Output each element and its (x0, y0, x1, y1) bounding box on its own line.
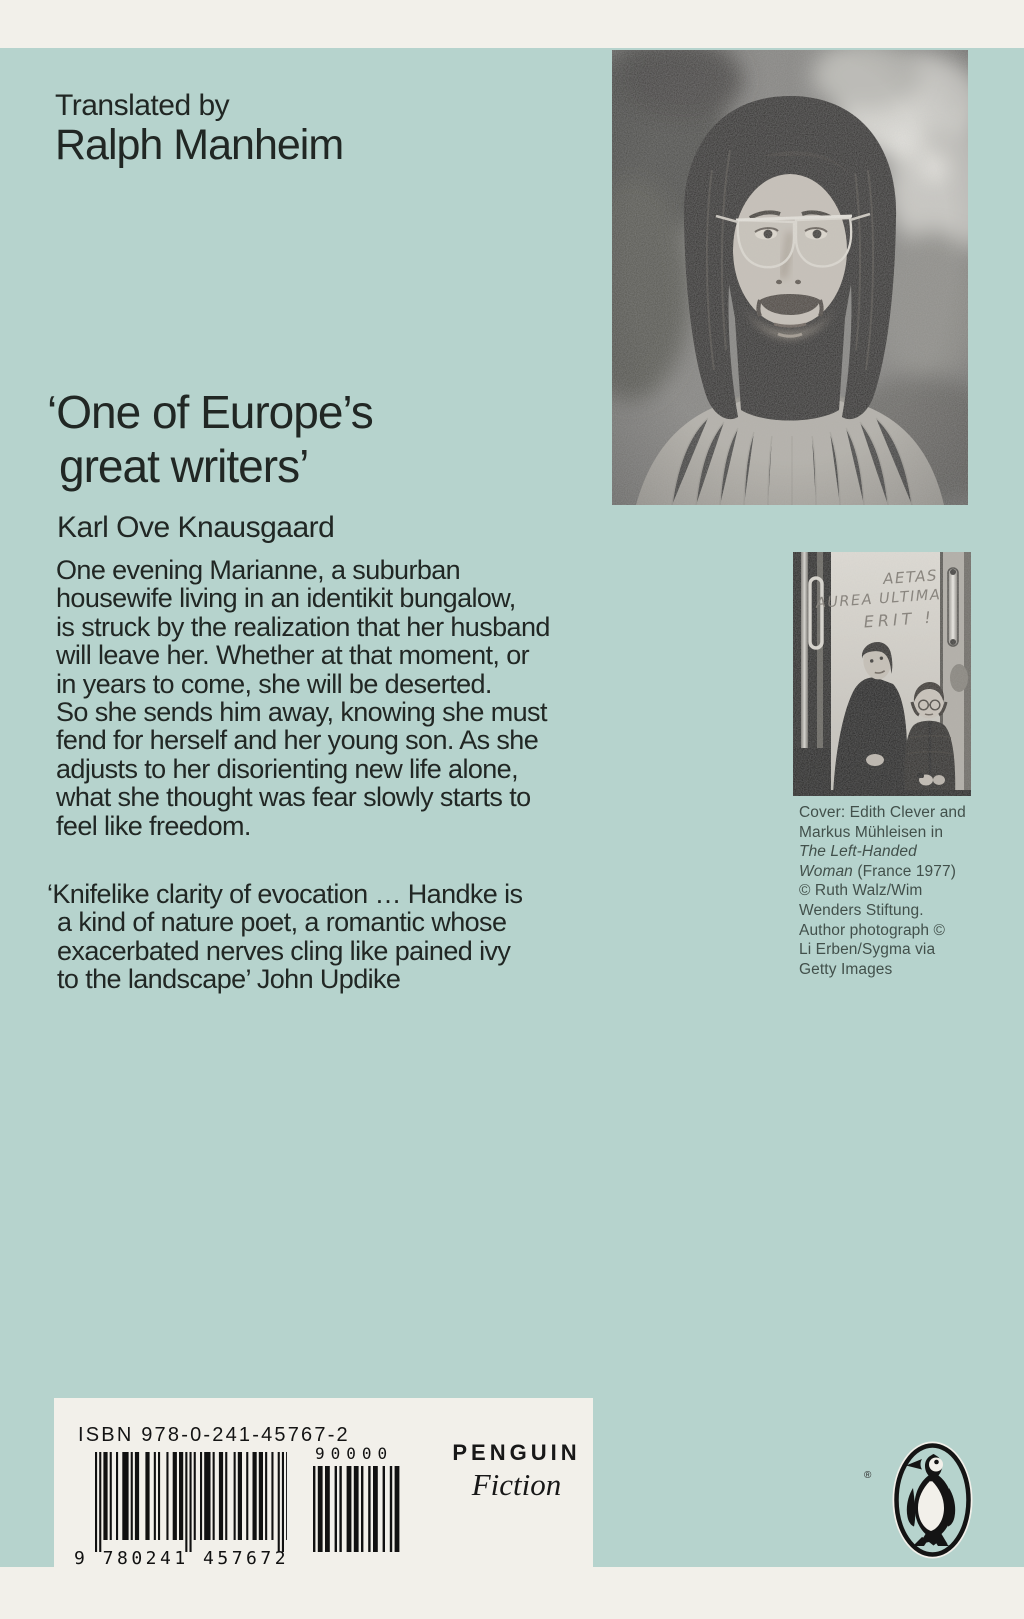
credit-line-rest: (France 1977) (852, 862, 956, 880)
credit-line: Wenders Stiftung. (799, 901, 924, 919)
isbn-barcode-panel (54, 1398, 593, 1619)
blurb-line: will leave her. Whether at that moment, or (56, 640, 530, 671)
credit-line (799, 862, 966, 882)
credit-line: Getty Images (799, 960, 893, 978)
endorsement-line-1: ‘One of Europe’s (47, 386, 373, 438)
blurb-line: is struck by the realization that her husband (56, 611, 550, 642)
author-photo-illustration (612, 50, 968, 505)
registered-trademark: ® (864, 1470, 872, 1481)
credit-line: Markus Mühleisen in (799, 823, 944, 841)
penguin-logo (891, 1440, 974, 1560)
review-line: a kind of nature poet, a romantic whose (57, 907, 507, 938)
top-margin-strip (0, 0, 1024, 48)
blurb-line: housewife living in an identikit bungalow, (56, 583, 516, 614)
ean-barcode-digits: 9 780241 457672 (74, 1548, 290, 1569)
publisher-name: PENGUIN (452, 1440, 581, 1465)
credit-line: © Ruth Walz/Wim (799, 882, 923, 900)
ean-barcode (95, 1452, 287, 1552)
endorsement-line-2: great writers’ (59, 440, 309, 492)
translator-name: Ralph Manheim (55, 121, 344, 169)
review-line: to the landscape’ John Updike (57, 964, 401, 995)
endorsement-quote (47, 385, 373, 546)
graffiti-line-3: ERIT ! (863, 607, 936, 632)
credit-film-title-part: Woman (799, 862, 853, 880)
publisher-imprint: Fiction (471, 1467, 562, 1502)
supplement-barcode (313, 1466, 409, 1552)
isbn-number: ISBN 978-0-241-45767-2 (78, 1424, 350, 1446)
credit-line-film-title: The Left-Handed (799, 843, 917, 861)
credit-line: Li Erben/Sygma via (799, 941, 936, 959)
graffiti-line-2: AUREA ULTIMA (815, 587, 942, 612)
graffiti-line-1: AETAS (882, 566, 939, 589)
blurb-line: So she sends him away, knowing she must (56, 697, 547, 728)
blurb-line: fend for herself and her young son. As she (56, 725, 539, 756)
blurb-line: in years to come, she will be deserted. (56, 668, 492, 699)
credit-line: Author photograph © (799, 921, 946, 939)
translator-credit (55, 90, 343, 168)
photo-credits (799, 803, 966, 979)
review-line: ‘Knifelike clarity of evocation … Handke is (47, 879, 523, 909)
film-still-photo (793, 552, 971, 796)
publisher-block (440, 1440, 593, 1503)
blurb-line: feel like freedom. (56, 810, 251, 841)
credit-line: Cover: Edith Clever and (799, 804, 966, 821)
review-line: exacerbated nerves cling like pained ivy (57, 935, 511, 966)
blurb-line: adjusts to her disorienting new life alone, (56, 753, 518, 784)
supplement-barcode-digits: 90000 (315, 1444, 394, 1463)
blurb-line: One evening Marianne, a suburban (56, 555, 461, 585)
penguin-logo-icon (891, 1440, 974, 1560)
film-still-illustration (793, 552, 971, 796)
translated-by-label: Translated by (55, 89, 230, 122)
author-photo (612, 50, 968, 505)
synopsis-blurb (56, 556, 550, 840)
review-quote (47, 880, 522, 994)
endorsement-attribution: Karl Ove Knausgaard (57, 511, 335, 544)
blurb-line: what she thought was fear slowly starts to (56, 782, 531, 813)
